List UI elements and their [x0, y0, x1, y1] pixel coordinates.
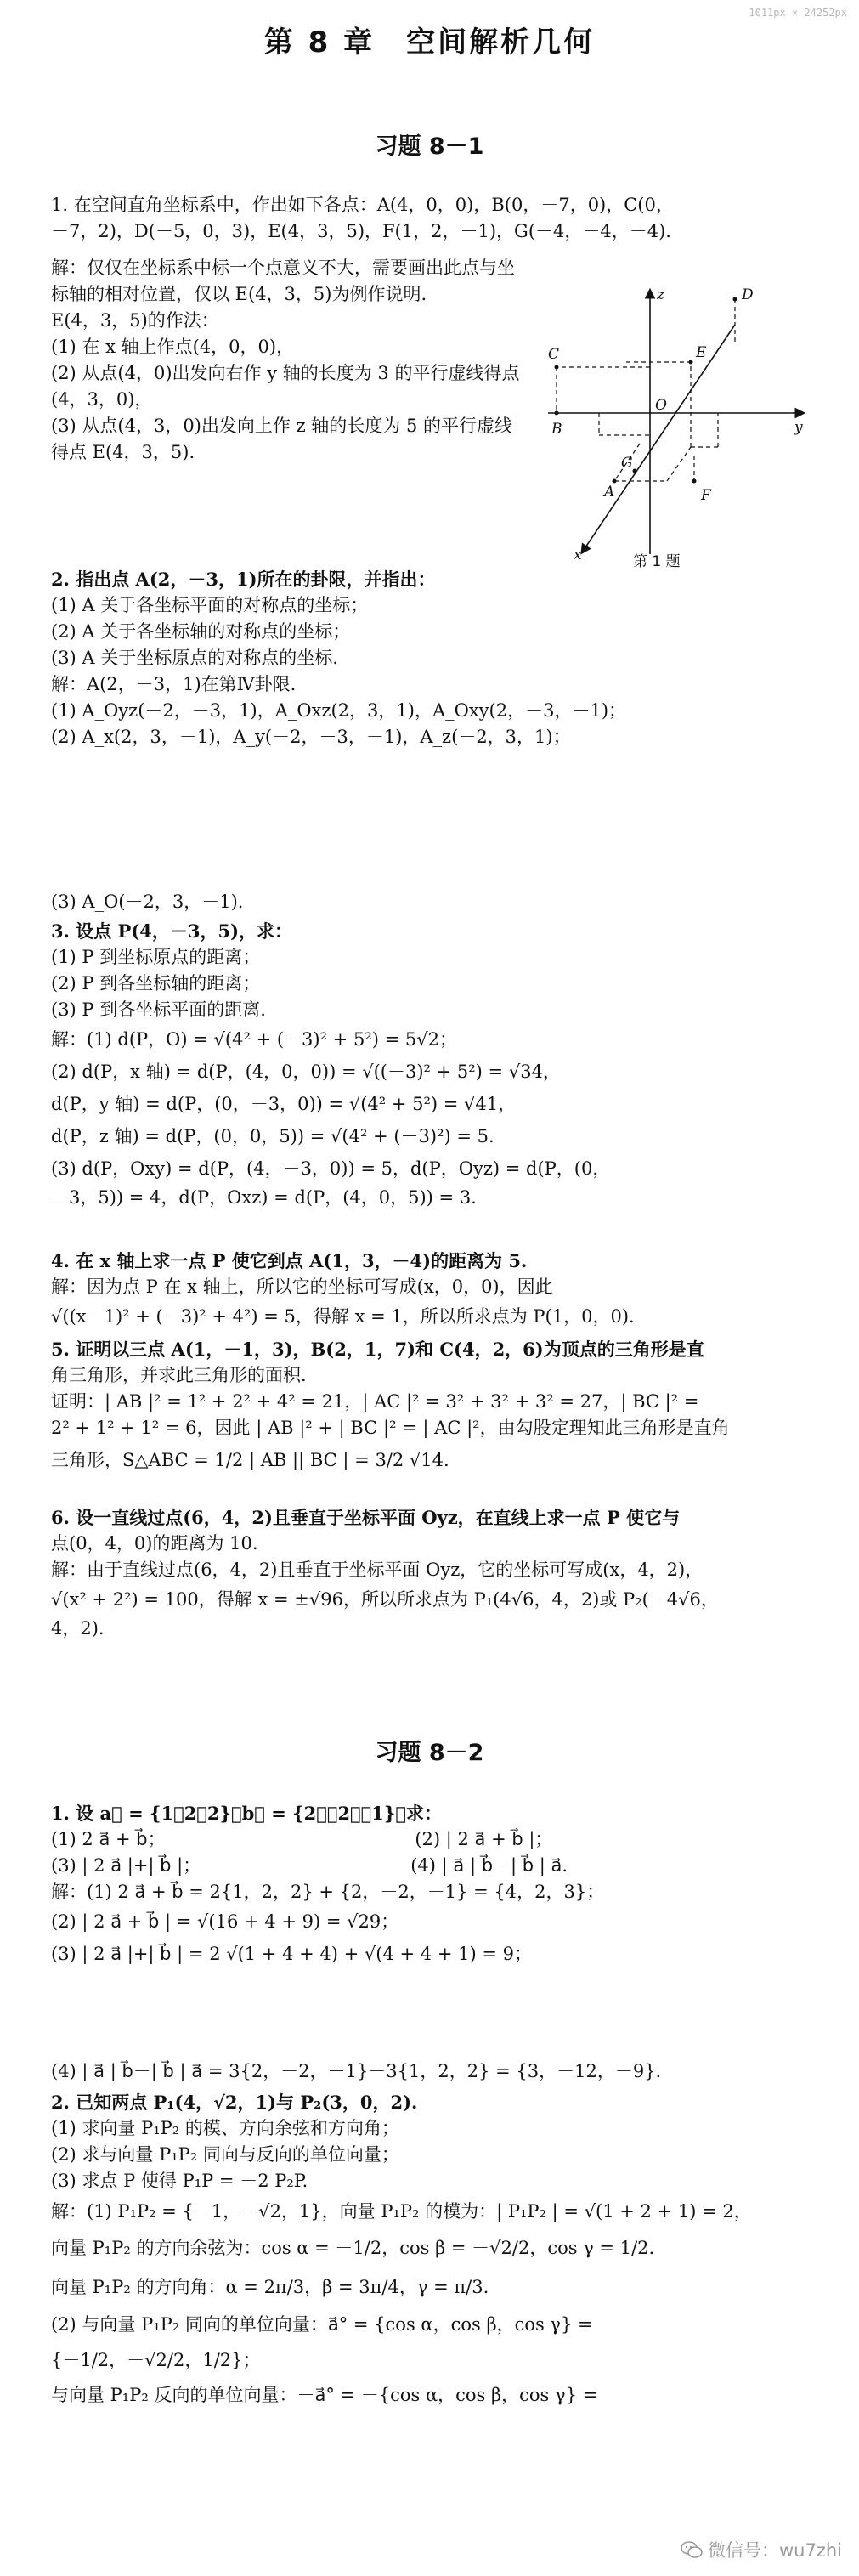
- problem-2-1-tail: [51, 2058, 807, 2085]
- text-line: 3. 设点 P(4，－3，5)，求：: [51, 920, 293, 942]
- text-line: (1) P 到坐标原点的距离；: [51, 947, 261, 967]
- text-line: －7，2)，D(－5，0，3)，E(4，3，5)，F(1，2，－1)，G(－4，－4，－4).: [51, 221, 671, 241]
- text-line: E(4，3，5)的作法：: [51, 310, 219, 331]
- figure-label-b: B: [551, 421, 562, 438]
- problem-2-tail: [51, 889, 807, 915]
- text-line: (2) P 到各坐标轴的距离；: [51, 973, 261, 994]
- text-line: 角三角形，并求此三角形的面积.: [51, 1365, 307, 1385]
- text-line: 向量 P₁P₂ 的方向余弦为：cos α = －1/2，cos β = －√2/2，cos γ = 1/2.: [51, 2238, 655, 2258]
- text-line: 5. 证明以三点 A(1，－1，3)，B(2，1，7)和 C(4，2，6)为顶点的三角形是直: [51, 1339, 704, 1360]
- text-line: 2. 已知两点 P₁(4，√2，1)与 P₂(3，0，2).: [51, 2092, 418, 2113]
- image-dimension-tag: 1011px × 24252px: [749, 7, 847, 19]
- text-line: (2) 从点(4，0)出发向右作 y 轴的长度为 3 的平行虚线得点(4，3，0)，: [51, 363, 520, 410]
- text-line: (3) d(P，Oxy) = d(P，(4，－3，0)) = 5，d(P，Oyz) = d(P，(0，: [51, 1158, 611, 1179]
- text-line: √((x－1)² + (－3)² + 4²) = 5，得解 x = 1，所以所求点为 P(1，0，0).: [51, 1306, 635, 1327]
- section-title-8-2: 习题 8－2: [375, 1740, 484, 1766]
- problem-1-intro: [51, 192, 807, 245]
- text-line: (3) P 到各坐标平面的距离.: [51, 999, 266, 1020]
- text-line: (3) | 2 a⃗ |+| b⃗ | = 2 √(1 + 4 + 4) + √(4 + 4 + 1) = 9；: [51, 1944, 532, 1964]
- text-line: 点(0，4，0)的距离为 10.: [51, 1533, 258, 1554]
- figure-label-c: C: [548, 346, 560, 363]
- chapter-title: 第 8 章 空间解析几何: [263, 25, 596, 59]
- text-line: 解：(1) 2 a⃗ + b⃗ = 2{1，2，2} + {2，－2，－1} = {4，2，3}；: [51, 1882, 605, 1902]
- text-line: (2) 与向量 P₁P₂ 同向的单位向量：a⃗° = {cos α，cos β，cos γ} =: [51, 2314, 593, 2335]
- text-line: 2² + 1² + 1² = 6，因此 | AB |² + | BC |² = | AC |²，由勾股定理知此三角形是直角: [51, 1418, 730, 1438]
- text-line: 向量 P₁P₂ 的方向角：α = 2π/3，β = 3π/4，γ = π/3.: [51, 2277, 489, 2297]
- text-line: 4，2).: [51, 1618, 105, 1639]
- text-line: (4) | a⃗ | b⃗－| b⃗ | a⃗ = 3{2，－2，－1}－3{1，2，2} = {3，－12，－9}.: [51, 2061, 662, 2081]
- text-line: 解：(1) d(P，O) = √(4² + (－3)² + 5²) = 5√2；: [51, 1029, 457, 1050]
- figure-label-o: O: [655, 397, 667, 414]
- text-line: (1) 2 a⃗ + b⃗； (2) | 2 a⃗ + b⃗ |；: [51, 1829, 553, 1849]
- text-line: (3) 求点 P 使得 P₁P = －2 P₂P.: [51, 2171, 308, 2191]
- text-line: {－1/2，－√2/2，1/2}；: [51, 2350, 261, 2370]
- text-line: －3，5)) = 4，d(P，Oxz) = d(P，(4，0，5)) = 3.: [51, 1187, 477, 1208]
- text-line: 解：因为点 P 在 x 轴上，所以它的坐标可写成(x，0，0)，因此: [51, 1277, 553, 1297]
- text-line: 解：仅仅在坐标系中标一个点意义不大，需要画出此点与坐标轴的相对位置，仅以 E(4，3，5)为例作说明.: [51, 258, 515, 304]
- watermark-text: 微信号：wu7zhi: [707, 2540, 842, 2561]
- text-line: d(P，y 轴) = d(P，(0，－3，0)) = √(4² + 5²) = √41，: [51, 1094, 517, 1114]
- figure-label-z: z: [657, 286, 664, 303]
- problem-6: [51, 1504, 807, 1642]
- text-line: 证明：| AB |² = 1² + 2² + 4² = 21，| AC |² = 3² + 3² + 3² = 27，| BC |² =: [51, 1391, 699, 1412]
- text-line: (2) A_x(2，3，－1)，A_y(－2，－3，－1)，A_z(－2，3，1)；: [51, 727, 571, 747]
- text-line: (1) A_Oyz(－2，－3，1)，A_Oxz(2，3，1)，A_Oxy(2，－3，－1)；: [51, 700, 627, 721]
- text-line: (1) 求向量 P₁P₂ 的模、方向余弦和方向角；: [51, 2118, 399, 2138]
- text-line: (1) A 关于各坐标平面的对称点的坐标；: [51, 595, 369, 615]
- text-line: d(P，z 轴) = d(P，(0，0，5)) = √(4² + (－3)²) = 5.: [51, 1126, 494, 1146]
- text-line: 6. 设一直线过点(6，4，2)且垂直于坐标平面 Oyz，在直线上求一点 P 使它与: [51, 1507, 681, 1528]
- wechat-icon: [681, 2540, 703, 2559]
- text-line: (3) 从点(4，3，0)出发向上作 z 轴的长度为 5 的平行虚线得点 E(4，3，5).: [51, 416, 513, 462]
- figure-caption: 第 1 题: [633, 553, 681, 570]
- text-line: (2) d(P，x 轴) = d(P，(4，0，0)) = √((－3)² + 5²) = √34，: [51, 1062, 561, 1082]
- text-line: 与向量 P₁P₂ 反向的单位向量：－a⃗° = －{cos α，cos β，cos γ} =: [51, 2385, 598, 2405]
- text-line: √(x² + 2²) = 100，得解 x = ±√96，所以所求点为 P₁(4√6，4，2)或 P₂(－4√6，: [51, 1589, 719, 1610]
- problem-5: [51, 1336, 807, 1479]
- text-line: (3) | 2 a⃗ |+| b⃗ |； (4) | a⃗ | b⃗－| b⃗ | a⃗.: [51, 1855, 568, 1876]
- wechat-watermark: [681, 2537, 842, 2562]
- coordinate-system-figure: [540, 274, 820, 580]
- figure-label-g: G: [621, 455, 633, 472]
- text-line: (2) | 2 a⃗ + b⃗ | = √(16 + 4 + 9) = √29；: [51, 1911, 399, 1932]
- problem-1-solution: [51, 255, 527, 466]
- figure-label-y: y: [794, 419, 803, 436]
- text-line: 1. 在空间直角坐标系中，作出如下各点：A(4，0，0)，B(0，－7，0)，C(0，: [51, 195, 674, 215]
- text-line: (3) A 关于坐标原点的对称点的坐标.: [51, 648, 338, 668]
- text-line: (3) A_O(－2，3，－1).: [51, 892, 244, 912]
- text-line: 三角形，S△ABC = 1/2 | AB || BC | = 3/2 √14.: [51, 1450, 449, 1470]
- x-axis: [582, 325, 735, 552]
- figure-label-a: A: [604, 484, 615, 501]
- figure-label-f: F: [701, 487, 711, 504]
- problem-4: [51, 1248, 807, 1333]
- section-title-8-1: 习题 8－1: [375, 133, 484, 160]
- text-line: 解：(1) P₁P₂ = {－1，－√2，1}，向量 P₁P₂ 的模为：| P₁P₂ | = √(1 + 2 + 1) = 2，: [51, 2201, 752, 2222]
- problem-2-2: [51, 2089, 807, 2412]
- problem-3: [51, 918, 807, 1211]
- text-line: 解：A(2，－3，1)在第Ⅳ卦限.: [51, 674, 297, 694]
- text-line: 4. 在 x 轴上求一点 P 使它到点 A(1，3，－4)的距离为 5.: [51, 1250, 528, 1271]
- text-line: 1. 设 a⃗ = {1，2，2}，b⃗ = {2，－2，－1}，求：: [51, 1803, 442, 1824]
- text-line: (2) 求与向量 P₁P₂ 同向与反向的单位向量；: [51, 2144, 399, 2165]
- text-line: 解：由于直线过点(6，4，2)且垂直于坐标平面 Oyz，它的坐标可写成(x，4，2)，: [51, 1560, 704, 1580]
- figure-label-e: E: [696, 344, 707, 361]
- problem-2: [51, 566, 807, 750]
- figure-label-x: x: [574, 546, 582, 563]
- text-line: 2. 指出点 A(2，－3，1)所在的卦限，并指出：: [51, 569, 436, 590]
- figure-label-d: D: [742, 286, 754, 303]
- problem-2-1: [51, 1800, 807, 1970]
- text-line: (1) 在 x 轴上作点(4，0，0)，: [51, 337, 295, 357]
- text-line: (2) A 关于各坐标轴的对称点的坐标；: [51, 621, 351, 642]
